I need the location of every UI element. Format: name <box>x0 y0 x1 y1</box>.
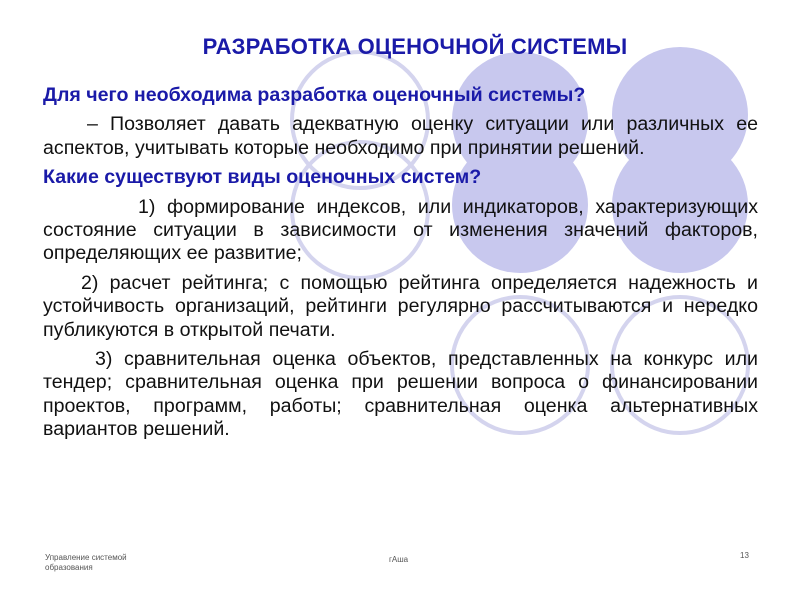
list-item-rating: 2) расчет рейтинга; с помощью рейтинга определяется надежность и устойчивость организаций, рейтинги регулярно рассчитываются и нередко публикуются в открытой печати. <box>43 271 758 341</box>
list-item-comparative: 3) сравнительная оценка объектов, представленных на конкурс или тендер; сравнительная оценка при решении вопроса о финансировании проектов, программ, работы; сравнительная оценка альтернативных вариантов решений. <box>43 348 758 441</box>
slide-title: РАЗРАБОТКА ОЦЕНОЧНОЙ СИСТЕМЫ <box>202 34 628 59</box>
question-types: Какие существуют виды оценочных систем? <box>43 166 482 189</box>
page-number: 13 <box>740 551 749 560</box>
question-purpose: Для чего необходима разработка оценочный системы? <box>43 84 586 106</box>
footer-org: Управление системой образования <box>45 553 127 572</box>
answer-purpose: – Позволяет давать адекватную оценку ситуации или различных ее аспектов, учитывать которые необходимо при принятии решений. <box>43 113 758 159</box>
footer-author: гАша <box>389 555 409 564</box>
slide-body <box>43 84 758 442</box>
list-item-indices: 1) формирование индексов, или индикаторов, характеризующих состояние ситуации в зависимости от изменения значений факторов, определяющих ее развитие; <box>43 195 758 265</box>
